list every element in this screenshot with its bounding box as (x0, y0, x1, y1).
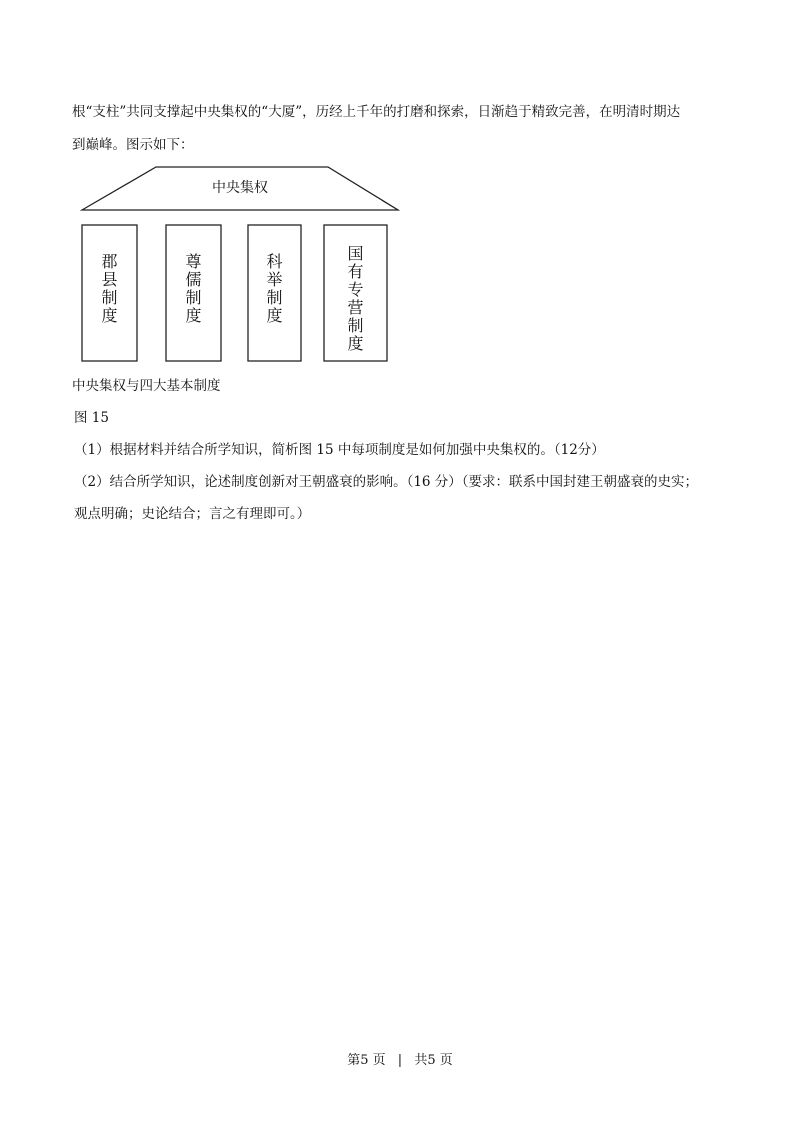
pillar-char: 度 (347, 334, 364, 353)
diagram-caption: 中央集权与四大基本制度 (72, 378, 221, 394)
pillar-char: 专 (347, 280, 364, 299)
pillar-char: 科 (266, 252, 283, 271)
roof-label: 中央集权 (212, 180, 268, 196)
footer-separator: | (397, 1053, 403, 1068)
pillar-char: 尊 (185, 252, 202, 271)
pillar-char: 度 (185, 306, 202, 325)
pillar-char: 度 (101, 306, 118, 325)
pillar-char: 制 (266, 288, 283, 307)
central-power-diagram (70, 160, 410, 370)
pillar-char: 儒 (185, 270, 202, 289)
page-number: 第5 页 (347, 1053, 386, 1068)
pillar-char: 制 (101, 288, 118, 307)
pillar-char: 举 (266, 270, 283, 289)
pillar-char: 郡 (101, 252, 118, 271)
pillar-char: 国 (347, 244, 364, 263)
figure-label: 图 15 (74, 410, 109, 426)
page-total: 共5 页 (414, 1053, 453, 1068)
pillar-char: 度 (266, 306, 283, 325)
pillar-char: 县 (101, 270, 118, 289)
pillar-char: 有 (347, 262, 364, 281)
page-footer (0, 1053, 800, 1069)
paragraph-line-2: 到巅峰。图示如下： (72, 137, 194, 153)
pillar-char: 制 (185, 288, 202, 307)
question-2-line-2: 观点明确；史论结合；言之有理即可。） (74, 506, 311, 522)
paragraph-line-1: 根“支柱”共同支撑起中央集权的“大厦”，历经上千年的打磨和探索，日渐趋于精致完善，在明清时期达 (72, 104, 681, 120)
question-2-line-1: （2）结合所学知识，论述制度创新对王朝盛衰的影响。（16 分）（要求：联系中国封建王朝盛衰的史实； (74, 474, 699, 490)
pillar-char: 制 (347, 316, 364, 335)
question-1: （1）根据材料并结合所学知识，简析图 15 中每项制度是如何加强中央集权的。（12分） (74, 442, 605, 458)
pillar-char: 营 (347, 298, 364, 317)
